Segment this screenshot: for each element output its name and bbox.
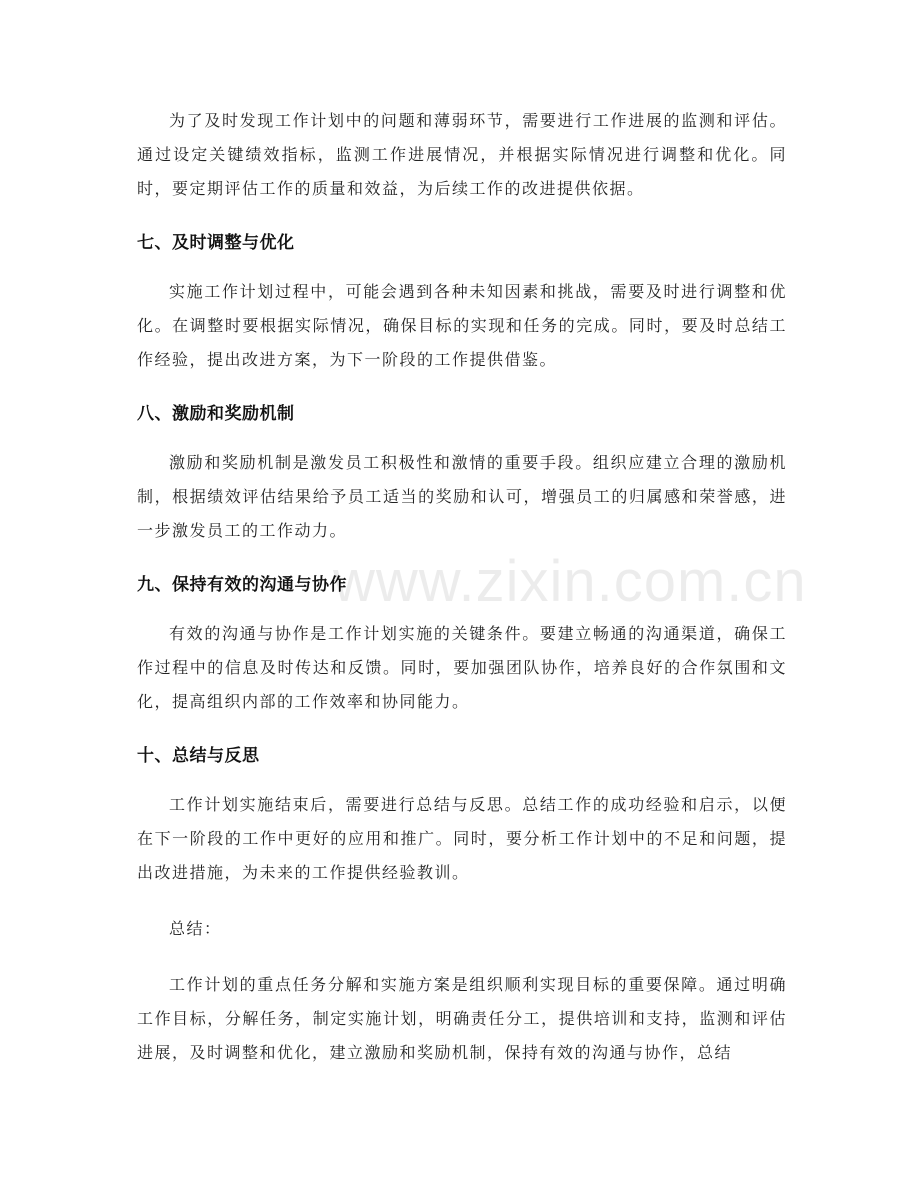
intro-paragraph: 为了及时发现工作计划中的问题和薄弱环节，需要进行工作进展的监测和评估。通过设定关键绩效指标，监测工作进展情况，并根据实际情况进行调整和优化。同时，要定期评估工作的质量和效益，为后续工作的改进提供依据。: [137, 111, 787, 198]
section-paragraph-8: 激励和奖励机制是激发员工积极性和激情的重要手段。组织应建立合理的激励机制，根据绩效评估结果给予员工适当的奖励和认可，增强员工的归属感和荣誉感，进一步激发员工的工作动力。: [137, 453, 787, 540]
section-paragraph-7: 实施工作计划过程中，可能会遇到各种未知因素和挑战，需要及时进行调整和优化。在调整时要根据实际情况，确保目标的实现和任务的完成。同时，要及时总结工作经验，提出改进方案，为下一阶段的工作提供借鉴。: [137, 282, 787, 369]
summary-label: 总结：: [169, 919, 222, 938]
section-paragraph-10: 工作计划实施结束后，需要进行总结与反思。总结工作的成功经验和启示，以便在下一阶段的工作中更好的应用和推广。同时，要分析工作计划中的不足和问题，提出改进措施，为未来的工作提供经验教训。: [137, 795, 787, 882]
section-heading-7: 七、及时调整与优化: [137, 233, 295, 253]
section-heading-8: 八、激励和奖励机制: [137, 404, 295, 424]
summary-paragraph: 工作计划的重点任务分解和实施方案是组织顺利实现目标的重要保障。通过明确工作目标，分解任务，制定实施计划，明确责任分工，提供培训和支持，监测和评估进展，及时调整和优化，建立激励和奖励机制，保持有效的沟通与协作，总结: [137, 975, 787, 1062]
section-heading-9: 九、保持有效的沟通与协作: [137, 575, 347, 595]
watermark-text: www.zixin.com.cn: [333, 549, 807, 614]
section-paragraph-9: 有效的沟通与协作是工作计划实施的关键条件。要建立畅通的沟通渠道，确保工作过程中的信息及时传达和反馈。同时，要加强团队协作，培养良好的合作氛围和文化，提高组织内部的工作效率和协同能力。: [137, 624, 787, 711]
section-heading-10: 十、总结与反思: [137, 746, 260, 766]
